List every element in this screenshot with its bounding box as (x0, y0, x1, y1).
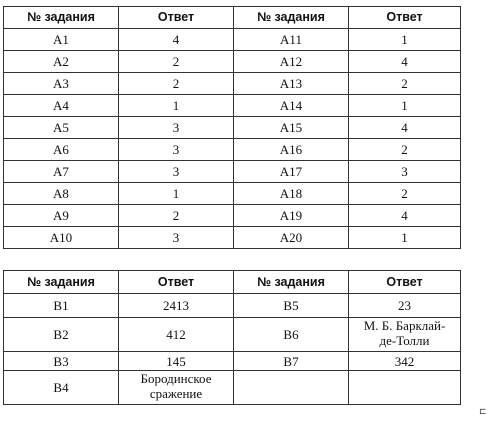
answer-cell: 412 (119, 318, 234, 352)
answer-cell: 2413 (119, 294, 234, 318)
answer-cell: 4 (349, 117, 461, 139)
answers-table-part-b (3, 270, 461, 405)
answer-cell: 1 (349, 95, 461, 117)
task-number-cell: A5 (4, 117, 119, 139)
header-task: № задания (4, 7, 119, 29)
task-number-cell: A15 (234, 117, 349, 139)
table-row (4, 161, 461, 183)
answer-cell: 4 (349, 51, 461, 73)
answer-cell: 2 (119, 73, 234, 95)
answer-cell: 3 (119, 161, 234, 183)
answers-table-part-a (3, 6, 461, 249)
table-row (4, 318, 461, 352)
answer-cell: 1 (349, 227, 461, 249)
table-header-row (4, 271, 461, 294)
table-row (4, 183, 461, 205)
task-number-cell: A2 (4, 51, 119, 73)
answer-cell: 2 (349, 73, 461, 95)
task-number-cell (234, 371, 349, 405)
table-row (4, 294, 461, 318)
table-row (4, 73, 461, 95)
answer-cell: 3 (119, 227, 234, 249)
answer-cell: 3 (119, 139, 234, 161)
table-row (4, 227, 461, 249)
task-number-cell: B2 (4, 318, 119, 352)
table-row (4, 51, 461, 73)
task-number-cell: A13 (234, 73, 349, 95)
task-number-cell: A12 (234, 51, 349, 73)
task-number-cell: A4 (4, 95, 119, 117)
answer-cell: 2 (119, 51, 234, 73)
task-number-cell: A10 (4, 227, 119, 249)
table-row (4, 371, 461, 405)
answer-cell: 2 (119, 205, 234, 227)
table-row (4, 117, 461, 139)
table-row (4, 205, 461, 227)
task-number-cell: A14 (234, 95, 349, 117)
task-number-cell: B1 (4, 294, 119, 318)
answer-cell: 342 (349, 352, 461, 371)
task-number-cell: B5 (234, 294, 349, 318)
task-number-cell: B6 (234, 318, 349, 352)
table-row (4, 139, 461, 161)
header-task: № задания (4, 271, 119, 294)
task-number-cell: A9 (4, 205, 119, 227)
header-answer: Ответ (119, 271, 234, 294)
answer-cell: 1 (119, 183, 234, 205)
table-header-row (4, 7, 461, 29)
header-answer: Ответ (119, 7, 234, 29)
task-number-cell: A3 (4, 73, 119, 95)
task-number-cell: A7 (4, 161, 119, 183)
answer-cell: 1 (119, 95, 234, 117)
header-answer: Ответ (349, 7, 461, 29)
task-number-cell: A20 (234, 227, 349, 249)
task-number-cell: A16 (234, 139, 349, 161)
task-number-cell: A1 (4, 29, 119, 51)
answer-cell: 2 (349, 183, 461, 205)
answer-cell: 3 (119, 117, 234, 139)
task-number-cell: A19 (234, 205, 349, 227)
answer-cell: 145 (119, 352, 234, 371)
answer-cell: 2 (349, 139, 461, 161)
answer-cell: 1 (349, 29, 461, 51)
header-task: № задания (234, 271, 349, 294)
answer-cell: М. Б. Барклай- де-Толли (349, 318, 461, 352)
table-row (4, 95, 461, 117)
answer-cell: 4 (349, 205, 461, 227)
answer-cell: 23 (349, 294, 461, 318)
answer-cell: Бородинское сражение (119, 371, 234, 405)
answer-cell: 4 (119, 29, 234, 51)
task-number-cell: A8 (4, 183, 119, 205)
answer-cell (349, 371, 461, 405)
task-number-cell: B4 (4, 371, 119, 405)
task-number-cell: B7 (234, 352, 349, 371)
header-task: № задания (234, 7, 349, 29)
table-row (4, 352, 461, 371)
table-row (4, 29, 461, 51)
task-number-cell: A17 (234, 161, 349, 183)
task-number-cell: A6 (4, 139, 119, 161)
task-number-cell: B3 (4, 352, 119, 371)
answer-cell: 3 (349, 161, 461, 183)
task-number-cell: A11 (234, 29, 349, 51)
header-answer: Ответ (349, 271, 461, 294)
page-corner-mark-icon: ⊏ (479, 407, 487, 417)
task-number-cell: A18 (234, 183, 349, 205)
